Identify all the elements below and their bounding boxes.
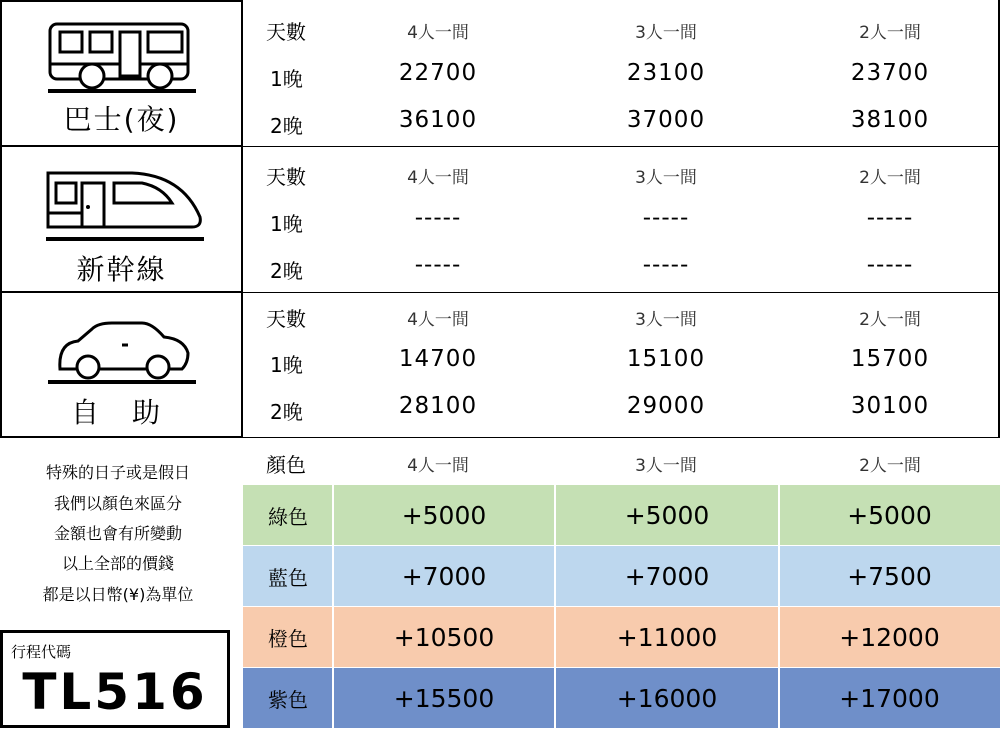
price-2: 38100: [850, 107, 930, 133]
shinkansen-label: 新幹線: [76, 253, 167, 286]
tour-code-value: TL516: [22, 663, 208, 721]
divider-3: [243, 437, 1000, 438]
color-name: 橙色: [268, 626, 308, 651]
cell-divider: [778, 485, 780, 545]
col-2-header: 2人一間: [859, 168, 921, 188]
col-4-header: 4人一間: [407, 23, 469, 43]
cell-divider: [554, 546, 556, 606]
cell-divider: [554, 607, 556, 667]
col-2-header: 2人一間: [859, 310, 921, 330]
day-label: 2晚: [270, 400, 303, 424]
shinkansen-section-icon-box: [0, 145, 243, 293]
surcharge-3: +5000: [624, 500, 710, 530]
price-3: -----: [642, 205, 690, 231]
color-header: 顏色: [266, 453, 306, 477]
shinkansen-icon: [2, 147, 245, 247]
day-label: 1晚: [270, 212, 303, 236]
surcharge-2: +5000: [847, 500, 932, 530]
note-line: 我們以顏色來區分: [53, 494, 182, 513]
bus-section-icon-box: [0, 0, 243, 147]
price-2: 30100: [850, 393, 930, 419]
col-2-header: 2人一間: [859, 456, 921, 476]
col-4-header: 4人一間: [407, 168, 469, 188]
price-2: 15700: [850, 346, 930, 372]
cell-divider: [778, 607, 780, 667]
price-4: 14700: [398, 346, 478, 372]
col-3-header: 3人一間: [635, 168, 697, 188]
price-2: 23700: [850, 60, 930, 86]
cell-divider: [332, 668, 334, 728]
cell-divider: [554, 668, 556, 728]
bus-label: 巴士(夜): [63, 103, 180, 136]
surcharge-row: [243, 668, 1000, 728]
price-4: 28100: [398, 393, 478, 419]
col-4-header: 4人一間: [407, 456, 469, 476]
day-label: 2晚: [270, 114, 303, 138]
color-name: 紫色: [268, 687, 308, 712]
price-3: 23100: [626, 60, 706, 86]
note-line: 金額也會有所變動: [53, 524, 182, 543]
tour-code-box: [0, 630, 230, 728]
col-3-header: 3人一間: [635, 310, 697, 330]
car-icon: [2, 293, 245, 393]
price-3: 15100: [626, 346, 706, 372]
col-3-header: 3人一間: [635, 23, 697, 43]
surcharge-3: +7000: [624, 561, 710, 591]
divider-2: [243, 292, 1000, 293]
day-label: 2晚: [270, 259, 303, 283]
col-3-header: 3人一間: [635, 456, 697, 476]
cell-divider: [778, 546, 780, 606]
cell-divider: [554, 485, 556, 545]
surcharge-2: +17000: [839, 683, 940, 713]
price-3: 29000: [626, 393, 706, 419]
surcharge-4: +7000: [401, 561, 487, 591]
surcharge-3: +11000: [616, 622, 718, 652]
bus-icon: [2, 2, 245, 102]
days-header: 天數: [266, 20, 306, 44]
note-line: 都是以日幣(¥)為單位: [42, 585, 194, 604]
cell-divider: [332, 607, 334, 667]
surcharge-4: +5000: [401, 500, 487, 530]
cell-divider: [332, 485, 334, 545]
note-line: 以上全部的價錢: [61, 554, 174, 573]
col-2-header: 2人一間: [859, 23, 921, 43]
price-4: -----: [414, 252, 462, 278]
price-4: 22700: [398, 60, 478, 86]
price-2: -----: [866, 252, 914, 278]
price-4: -----: [414, 205, 462, 231]
surcharge-4: +10500: [393, 622, 495, 652]
tour-code-label: 行程代碼: [11, 643, 72, 661]
price-3: 37000: [626, 107, 706, 133]
price-2: -----: [866, 205, 914, 231]
cell-divider: [778, 668, 780, 728]
divider-1: [243, 146, 1000, 147]
self-label: 自 助: [71, 396, 172, 429]
surcharge-2: +7500: [847, 561, 932, 591]
day-label: 1晚: [270, 353, 303, 377]
color-name: 綠色: [268, 504, 308, 529]
day-label: 1晚: [270, 67, 303, 91]
note-line: 特殊的日子或是假日: [45, 463, 190, 482]
col-4-header: 4人一間: [407, 310, 469, 330]
surcharge-row: [243, 485, 1000, 545]
color-name: 藍色: [268, 565, 308, 590]
surcharge-row: [243, 546, 1000, 606]
self-section-icon-box: [0, 291, 243, 438]
surcharge-row: [243, 607, 1000, 667]
days-header: 天數: [266, 165, 306, 189]
surcharge-4: +15500: [393, 683, 495, 713]
days-header: 天數: [266, 307, 306, 331]
surcharge-2: +12000: [839, 622, 940, 652]
cell-divider: [332, 546, 334, 606]
price-3: -----: [642, 252, 690, 278]
price-4: 36100: [398, 107, 478, 133]
surcharge-3: +16000: [616, 683, 718, 713]
